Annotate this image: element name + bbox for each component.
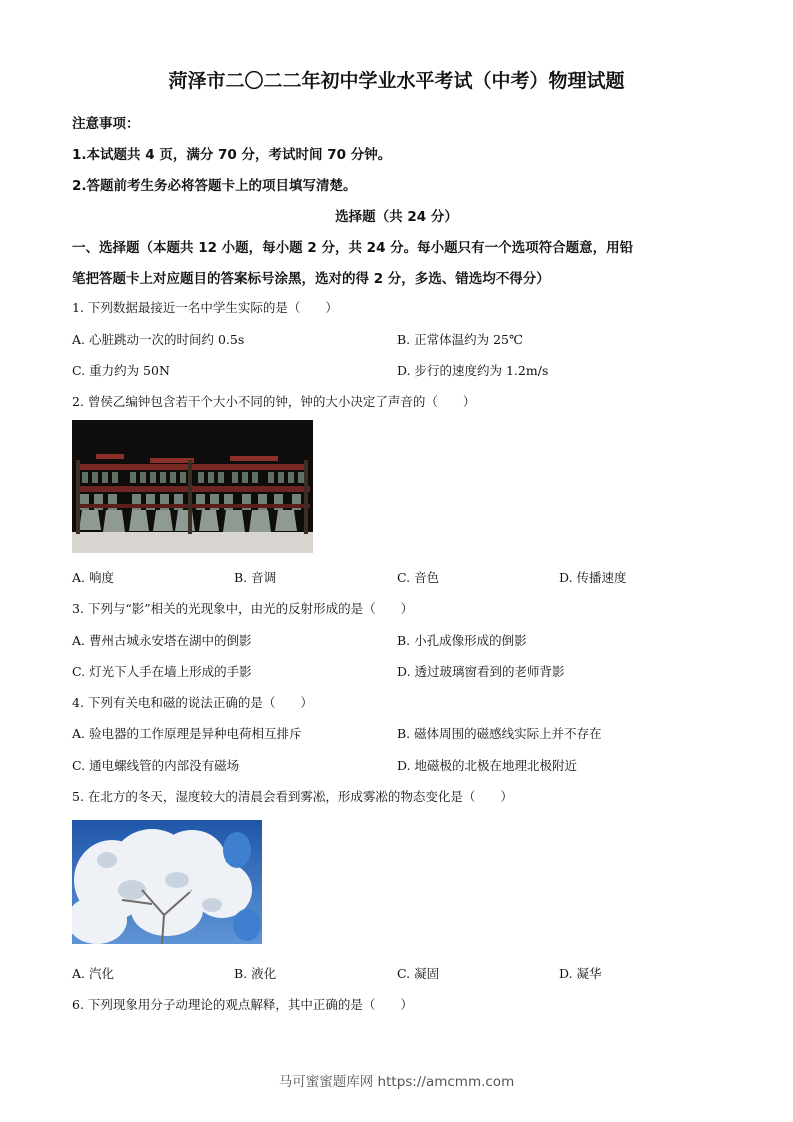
- question-1-option-d: D. 步行的速度约为 1.2m/s: [397, 363, 549, 378]
- question-2-option-b: B. 音调: [234, 570, 277, 585]
- footer-watermark: 马可蜜蜜题库网 https://amcmm.com: [278, 1074, 515, 1090]
- question-2-stem: 2. 曾侯乙编钟包含若干个大小不同的钟，钟的大小决定了声音的（ ）: [72, 394, 476, 409]
- page-title: 菏泽市二〇二二年初中学业水平考试（中考）物理试题: [168, 70, 625, 92]
- question-5-option-b: B. 液化: [234, 966, 277, 981]
- question-3-stem: 3. 下列与“影”相关的光现象中，由光的反射形成的是（ ）: [72, 601, 414, 616]
- question-5-stem: 5. 在北方的冬天，湿度较大的清晨会看到雾凇，形成雾凇的物态变化是（ ）: [72, 789, 513, 804]
- question-1-stem: 1. 下列数据最接近一名中学生实际的是（ ）: [72, 300, 338, 315]
- bianzhong-bells-image: [72, 420, 313, 553]
- notice-item-2: 2.答题前考生务必将答题卡上的项目填写清楚。: [72, 178, 357, 194]
- question-3-option-c: C. 灯光下人手在墙上形成的手影: [72, 664, 252, 679]
- question-5-option-a: A. 汽化: [72, 966, 114, 981]
- question-4-option-b: B. 磁体周围的磁感线实际上并不存在: [397, 726, 602, 741]
- question-2-option-c: C. 音色: [397, 570, 440, 585]
- question-3-option-d: D. 透过玻璃窗看到的老师背影: [397, 664, 565, 679]
- rime-tree-image: [72, 820, 262, 944]
- question-2-option-d: D. 传播速度: [559, 570, 627, 585]
- question-4-option-d: D. 地磁极的北极在地理北极附近: [397, 758, 578, 773]
- section-title: 选择题（共 24 分）: [335, 209, 458, 225]
- question-1-option-a: A. 心脏跳动一次的时间约 0.5s: [72, 332, 245, 347]
- notice-heading: 注意事项：: [72, 116, 140, 132]
- question-4-option-a: A. 验电器的工作原理是异种电荷相互排斥: [72, 726, 302, 741]
- question-4-option-c: C. 通电螺线管的内部没有磁场: [72, 758, 240, 773]
- question-3-option-a: A. 曹州古城永安塔在湖中的倒影: [72, 633, 252, 648]
- question-4-stem: 4. 下列有关电和磁的说法正确的是（ ）: [72, 695, 313, 710]
- question-1-option-b: B. 正常体温约为 25℃: [397, 332, 523, 347]
- instructions-line-1: 一、选择题（本题共 12 小题，每小题 2 分，共 24 分。每小题只有一个选项符合题意，用铅: [72, 240, 634, 256]
- question-3-option-b: B. 小孔成像形成的倒影: [397, 633, 527, 648]
- instructions-line-2: 笔把答题卡上对应题目的答案标号涂黑，选对的得 2 分，多选、错选均不得分）: [72, 271, 550, 287]
- question-5-option-d: D. 凝华: [559, 966, 602, 981]
- question-6-stem: 6. 下列现象用分子动理论的观点解释，其中正确的是（ ）: [72, 997, 413, 1012]
- notice-item-1: 1.本试题共 4 页，满分 70 分，考试时间 70 分钟。: [72, 147, 392, 163]
- question-5-option-c: C. 凝固: [397, 966, 440, 981]
- question-1-option-c: C. 重力约为 50N: [72, 363, 170, 378]
- question-2-option-a: A. 响度: [72, 570, 114, 585]
